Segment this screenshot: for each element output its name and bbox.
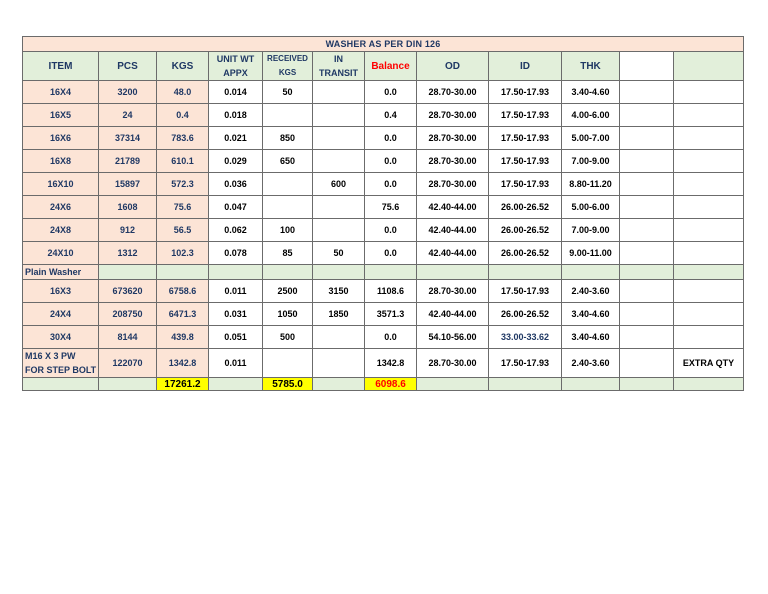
- cell-received: 650: [263, 150, 313, 173]
- cell-od: 28.70-30.00: [417, 104, 489, 127]
- table-row: [23, 242, 744, 265]
- cell-item: 24X8: [23, 219, 99, 242]
- table-row: [23, 127, 744, 150]
- cell-blank: [620, 242, 674, 265]
- cell-received: [263, 349, 313, 378]
- cell-unit: 0.029: [209, 150, 263, 173]
- cell-extra: [674, 173, 744, 196]
- cell-thk: 7.00-9.00: [562, 219, 620, 242]
- cell-item: 16X4: [23, 81, 99, 104]
- cell-id: 17.50-17.93: [489, 127, 562, 150]
- cell-thk: 3.40-4.60: [562, 326, 620, 349]
- cell-transit: [313, 81, 365, 104]
- header-blank-2: [674, 52, 744, 81]
- table-row: [23, 150, 744, 173]
- cell-pcs: 21789: [99, 150, 157, 173]
- table-row: [23, 303, 744, 326]
- cell-unit: 0.036: [209, 173, 263, 196]
- cell-extra: [674, 219, 744, 242]
- cell-od: 54.10-56.00: [417, 326, 489, 349]
- cell-unit: 0.014: [209, 81, 263, 104]
- cell-transit: 50: [313, 242, 365, 265]
- cell-balance: 0.0: [365, 127, 417, 150]
- cell-thk: 2.40-3.60: [562, 280, 620, 303]
- cell-transit: [313, 349, 365, 378]
- cell-kgs: 1342.8: [157, 349, 209, 378]
- cell-blank: [620, 150, 674, 173]
- cell-unit: 0.011: [209, 280, 263, 303]
- cell-blank: [620, 280, 674, 303]
- header-received: [263, 52, 313, 81]
- cell-received: 850: [263, 127, 313, 150]
- cell-extra: [674, 196, 744, 219]
- cell-thk: 3.40-4.60: [562, 303, 620, 326]
- cell-received: 500: [263, 326, 313, 349]
- header-od: OD: [417, 52, 489, 81]
- cell-balance: 3571.3: [365, 303, 417, 326]
- cell-item: 16X5: [23, 104, 99, 127]
- cell-od: 42.40-44.00: [417, 219, 489, 242]
- cell-transit: [313, 219, 365, 242]
- cell-blank: [620, 173, 674, 196]
- header-received-line1: RECEIVED: [267, 54, 308, 63]
- cell-kgs: 6758.6: [157, 280, 209, 303]
- cell-od: 42.40-44.00: [417, 242, 489, 265]
- cell-id: 17.50-17.93: [489, 81, 562, 104]
- cell-received: 100: [263, 219, 313, 242]
- cell-blank: [313, 378, 365, 391]
- cell-pcs: 37314: [99, 127, 157, 150]
- cell-id: 17.50-17.93: [489, 349, 562, 378]
- header-transit-line1: IN: [334, 54, 343, 64]
- washer-table: [22, 36, 744, 391]
- cell-blank: [620, 326, 674, 349]
- cell-received: 50: [263, 81, 313, 104]
- cell-balance: 1108.6: [365, 280, 417, 303]
- cell-od: 28.70-30.00: [417, 127, 489, 150]
- cell-unit: 0.047: [209, 196, 263, 219]
- cell-pcs: 912: [99, 219, 157, 242]
- cell-blank: [620, 81, 674, 104]
- table-row: [23, 349, 744, 378]
- cell-unit: 0.011: [209, 349, 263, 378]
- cell-item: 24X6: [23, 196, 99, 219]
- cell-kgs: 102.3: [157, 242, 209, 265]
- cell-received: 2500: [263, 280, 313, 303]
- header-pcs: PCS: [99, 52, 157, 81]
- cell-transit: [313, 326, 365, 349]
- cell-od: 28.70-30.00: [417, 81, 489, 104]
- cell-balance: 0.0: [365, 242, 417, 265]
- table-row: [23, 196, 744, 219]
- cell-kgs: 439.8: [157, 326, 209, 349]
- cell-blank: [417, 265, 489, 280]
- cell-item: 16X10: [23, 173, 99, 196]
- cell-blank: [417, 378, 489, 391]
- cell-blank: [209, 378, 263, 391]
- cell-balance: 0.0: [365, 219, 417, 242]
- header-unit-wt-line2: APPX: [223, 68, 248, 78]
- header-thk: THK: [562, 52, 620, 81]
- cell-transit: [313, 150, 365, 173]
- cell-transit: [313, 196, 365, 219]
- cell-id: 33.00-33.62: [489, 326, 562, 349]
- cell-extra: [674, 104, 744, 127]
- cell-pcs: 1608: [99, 196, 157, 219]
- cell-received: 85: [263, 242, 313, 265]
- cell-thk: 3.40-4.60: [562, 81, 620, 104]
- cell-item: 16X3: [23, 280, 99, 303]
- cell-id: 17.50-17.93: [489, 280, 562, 303]
- table-row: [23, 81, 744, 104]
- cell-kgs: 48.0: [157, 81, 209, 104]
- cell-blank: [620, 265, 674, 280]
- cell-kgs: 75.6: [157, 196, 209, 219]
- cell-pcs: 673620: [99, 280, 157, 303]
- cell-od: 28.70-30.00: [417, 173, 489, 196]
- cell-kgs: 783.6: [157, 127, 209, 150]
- cell-blank: [365, 265, 417, 280]
- cell-od: 28.70-30.00: [417, 349, 489, 378]
- table-row: [23, 104, 744, 127]
- cell-blank: [263, 265, 313, 280]
- cell-blank: [313, 265, 365, 280]
- cell-thk: 5.00-6.00: [562, 196, 620, 219]
- header-kgs: KGS: [157, 52, 209, 81]
- header-balance: Balance: [365, 52, 417, 81]
- cell-thk: 2.40-3.60: [562, 349, 620, 378]
- cell-unit: 0.021: [209, 127, 263, 150]
- section-row: [23, 265, 744, 280]
- table-row: [23, 173, 744, 196]
- cell-kgs: 56.5: [157, 219, 209, 242]
- cell-kgs: 610.1: [157, 150, 209, 173]
- cell-blank: [157, 265, 209, 280]
- header-in-transit: [313, 52, 365, 81]
- cell-thk: 4.00-6.00: [562, 104, 620, 127]
- cell-od: 28.70-30.00: [417, 280, 489, 303]
- cell-od: 42.40-44.00: [417, 196, 489, 219]
- cell-kgs: 572.3: [157, 173, 209, 196]
- cell-balance: 0.0: [365, 81, 417, 104]
- cell-blank: [620, 127, 674, 150]
- cell-pcs: 1312: [99, 242, 157, 265]
- sheet-title: WASHER AS PER DIN 126: [23, 37, 744, 52]
- header-unit-wt: [209, 52, 263, 81]
- header-blank-1: [620, 52, 674, 81]
- cell-balance: 75.6: [365, 196, 417, 219]
- cell-item: 30X4: [23, 326, 99, 349]
- cell-extra: EXTRA QTY: [674, 349, 744, 378]
- cell-item-line2: FOR STEP BOLT: [25, 365, 97, 375]
- cell-thk: 5.00-7.00: [562, 127, 620, 150]
- cell-blank: [620, 303, 674, 326]
- cell-unit: 0.062: [209, 219, 263, 242]
- cell-unit: 0.031: [209, 303, 263, 326]
- cell-thk: 8.80-11.20: [562, 173, 620, 196]
- cell-blank: [620, 104, 674, 127]
- cell-balance: 0.4: [365, 104, 417, 127]
- cell-transit: [313, 104, 365, 127]
- cell-blank: [99, 265, 157, 280]
- cell-extra: [674, 303, 744, 326]
- cell-id: 26.00-26.52: [489, 303, 562, 326]
- cell-item: 16X6: [23, 127, 99, 150]
- cell-id: 26.00-26.52: [489, 196, 562, 219]
- cell-pcs: 8144: [99, 326, 157, 349]
- cell-thk: 9.00-11.00: [562, 242, 620, 265]
- cell-id: 17.50-17.93: [489, 104, 562, 127]
- header-item: ITEM: [23, 52, 99, 81]
- cell-extra: [674, 280, 744, 303]
- cell-transit: 600: [313, 173, 365, 196]
- cell-transit: 1850: [313, 303, 365, 326]
- cell-blank: [99, 378, 157, 391]
- cell-pcs: 122070: [99, 349, 157, 378]
- cell-item: 16X8: [23, 150, 99, 173]
- cell-blank: [562, 378, 620, 391]
- cell-unit: 0.078: [209, 242, 263, 265]
- cell-id: 17.50-17.93: [489, 150, 562, 173]
- cell-od: 42.40-44.00: [417, 303, 489, 326]
- cell-pcs: 3200: [99, 81, 157, 104]
- table-row: [23, 280, 744, 303]
- cell-pcs: 24: [99, 104, 157, 127]
- cell-od: 28.70-30.00: [417, 150, 489, 173]
- cell-extra: [674, 81, 744, 104]
- cell-id: 26.00-26.52: [489, 219, 562, 242]
- cell-blank: [620, 378, 674, 391]
- cell-transit: 3150: [313, 280, 365, 303]
- cell-blank: [620, 349, 674, 378]
- cell-balance: 0.0: [365, 173, 417, 196]
- header-received-line2: KGS: [278, 68, 297, 77]
- table-row: [23, 219, 744, 242]
- cell-balance: 0.0: [365, 150, 417, 173]
- cell-item: [23, 349, 99, 378]
- totals-row: [23, 378, 744, 391]
- cell-unit: 0.018: [209, 104, 263, 127]
- cell-blank: [620, 196, 674, 219]
- cell-id: 17.50-17.93: [489, 173, 562, 196]
- cell-extra: [674, 127, 744, 150]
- cell-kgs: 0.4: [157, 104, 209, 127]
- cell-kgs: 6471.3: [157, 303, 209, 326]
- cell-transit: [313, 127, 365, 150]
- cell-received: [263, 104, 313, 127]
- header-id: ID: [489, 52, 562, 81]
- cell-item: 24X4: [23, 303, 99, 326]
- cell-received: 1050: [263, 303, 313, 326]
- section-label: Plain Washer: [23, 265, 99, 280]
- cell-blank: [674, 265, 744, 280]
- header-transit-line2: TRANSIT: [319, 68, 358, 78]
- cell-item: 24X10: [23, 242, 99, 265]
- cell-thk: 7.00-9.00: [562, 150, 620, 173]
- cell-pcs: 208750: [99, 303, 157, 326]
- header-unit-wt-line1: UNIT WT: [216, 54, 255, 64]
- table-row: [23, 326, 744, 349]
- total-kgs: 17261.2: [157, 378, 209, 391]
- cell-pcs: 15897: [99, 173, 157, 196]
- cell-blank: [23, 378, 99, 391]
- cell-blank: [489, 265, 562, 280]
- cell-balance: 1342.8: [365, 349, 417, 378]
- cell-unit: 0.051: [209, 326, 263, 349]
- total-received: 5785.0: [263, 378, 313, 391]
- cell-id: 26.00-26.52: [489, 242, 562, 265]
- cell-blank: [489, 378, 562, 391]
- cell-blank: [562, 265, 620, 280]
- cell-balance: 0.0: [365, 326, 417, 349]
- cell-blank: [620, 219, 674, 242]
- total-balance: 6098.6: [365, 378, 417, 391]
- cell-extra: [674, 242, 744, 265]
- cell-item-line1: M16 X 3 PW: [25, 351, 76, 361]
- cell-blank: [674, 378, 744, 391]
- cell-extra: [674, 150, 744, 173]
- cell-received: [263, 196, 313, 219]
- cell-blank: [209, 265, 263, 280]
- cell-received: [263, 173, 313, 196]
- cell-extra: [674, 326, 744, 349]
